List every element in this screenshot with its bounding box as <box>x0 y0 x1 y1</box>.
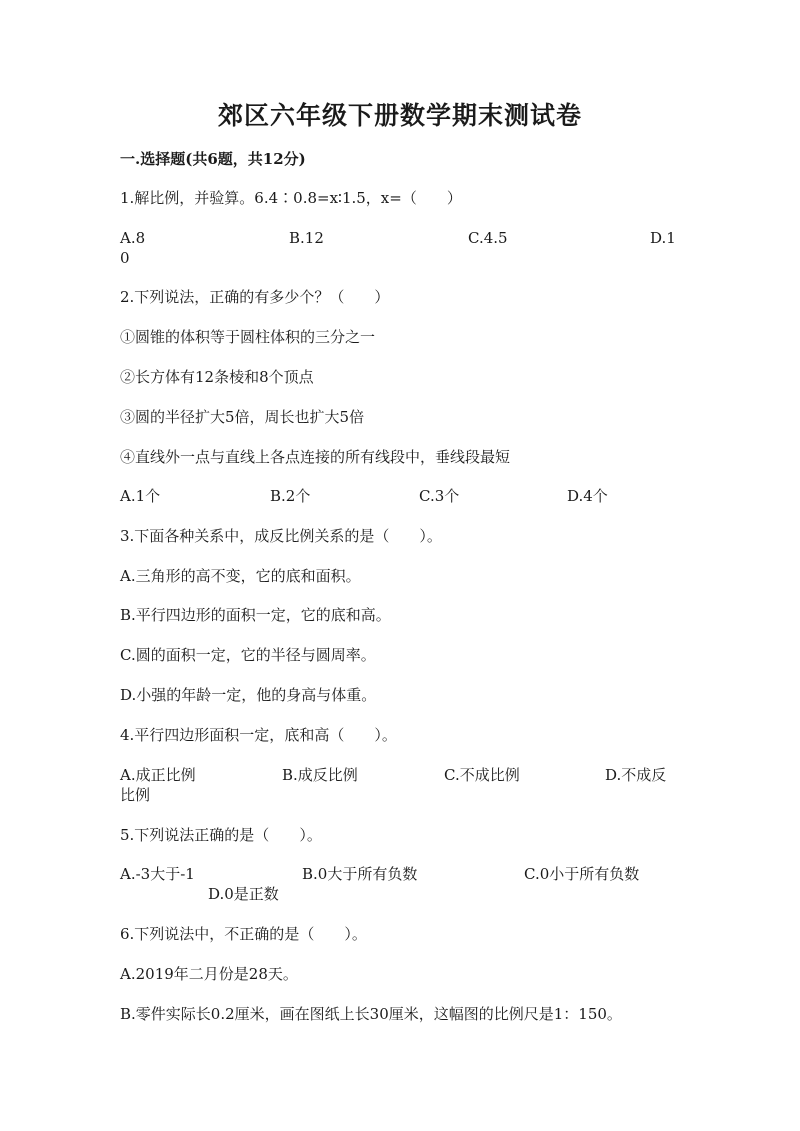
question-6-option-a: A.2019年二月份是28天。 <box>120 965 298 983</box>
question-5-option-a: A.-3大于-1 <box>120 865 195 883</box>
question-4-option-b: B.成反比例 <box>282 766 358 784</box>
section-heading: 一.选择题(共6题，共12分) <box>120 150 306 168</box>
question-2-statement-1: ①圆锥的体积等于圆柱体积的三分之一 <box>120 328 376 346</box>
question-6-option-b: B.零件实际长0.2厘米，画在图纸上长30厘米，这幅图的比例尺是1：150。 <box>120 1005 622 1023</box>
question-6-stem: 6.下列说法中，不正确的是（ ）。 <box>120 925 367 943</box>
question-5-option-b: B.0大于所有负数 <box>302 865 418 883</box>
question-2-statement-3: ③圆的半径扩大5倍，周长也扩大5倍 <box>120 408 365 426</box>
question-3-option-b: B.平行四边形的面积一定，它的底和高。 <box>120 606 391 624</box>
question-2-option-d: D.4个 <box>567 487 608 505</box>
question-2-option-a: A.1个 <box>120 487 161 505</box>
question-1-option-c: C.4.5 <box>468 229 508 247</box>
question-2-stem: 2.下列说法，正确的有多少个？（ ） <box>120 288 390 306</box>
question-4-option-d: D.不成反 <box>605 766 667 784</box>
page-title: 郊区六年级下册数学期末测试卷 <box>217 101 582 130</box>
question-3-option-a: A.三角形的高不变，它的底和面积。 <box>120 567 361 585</box>
question-3-stem: 3.下面各种关系中，成反比例关系的是（ ）。 <box>120 527 442 545</box>
question-4-stem: 4.平行四边形面积一定，底和高（ ）。 <box>120 726 397 744</box>
question-1-option-d-wrap: 0 <box>120 249 130 267</box>
question-2-option-c: C.3个 <box>419 487 460 505</box>
question-1-stem: 1.解比例，并验算。6.4∶0.8=x∶1.5，x=（ ） <box>120 189 462 207</box>
question-4-option-c: C.不成比例 <box>444 766 520 784</box>
question-2-statement-2: ②长方体有12条棱和8个顶点 <box>120 368 314 386</box>
question-4-option-d-wrap: 比例 <box>120 786 151 804</box>
question-3-option-c: C.圆的面积一定，它的半径与圆周率。 <box>120 646 376 664</box>
question-5-stem: 5.下列说法正确的是（ ）。 <box>120 826 322 844</box>
question-3-option-d: D.小强的年龄一定，他的身高与体重。 <box>120 686 377 704</box>
question-2-option-b: B.2个 <box>270 487 311 505</box>
question-4-option-a: A.成正比例 <box>120 766 196 784</box>
question-1-option-a: A.8 <box>120 229 146 247</box>
question-2-statement-4: ④直线外一点与直线上各点连接的所有线段中，垂线段最短 <box>120 448 511 466</box>
question-5-option-c: C.0小于所有负数 <box>524 865 640 883</box>
question-1-option-b: B.12 <box>289 229 324 247</box>
question-5-option-d: D.0是正数 <box>208 885 279 903</box>
question-1-option-d: D.1 <box>650 229 676 247</box>
